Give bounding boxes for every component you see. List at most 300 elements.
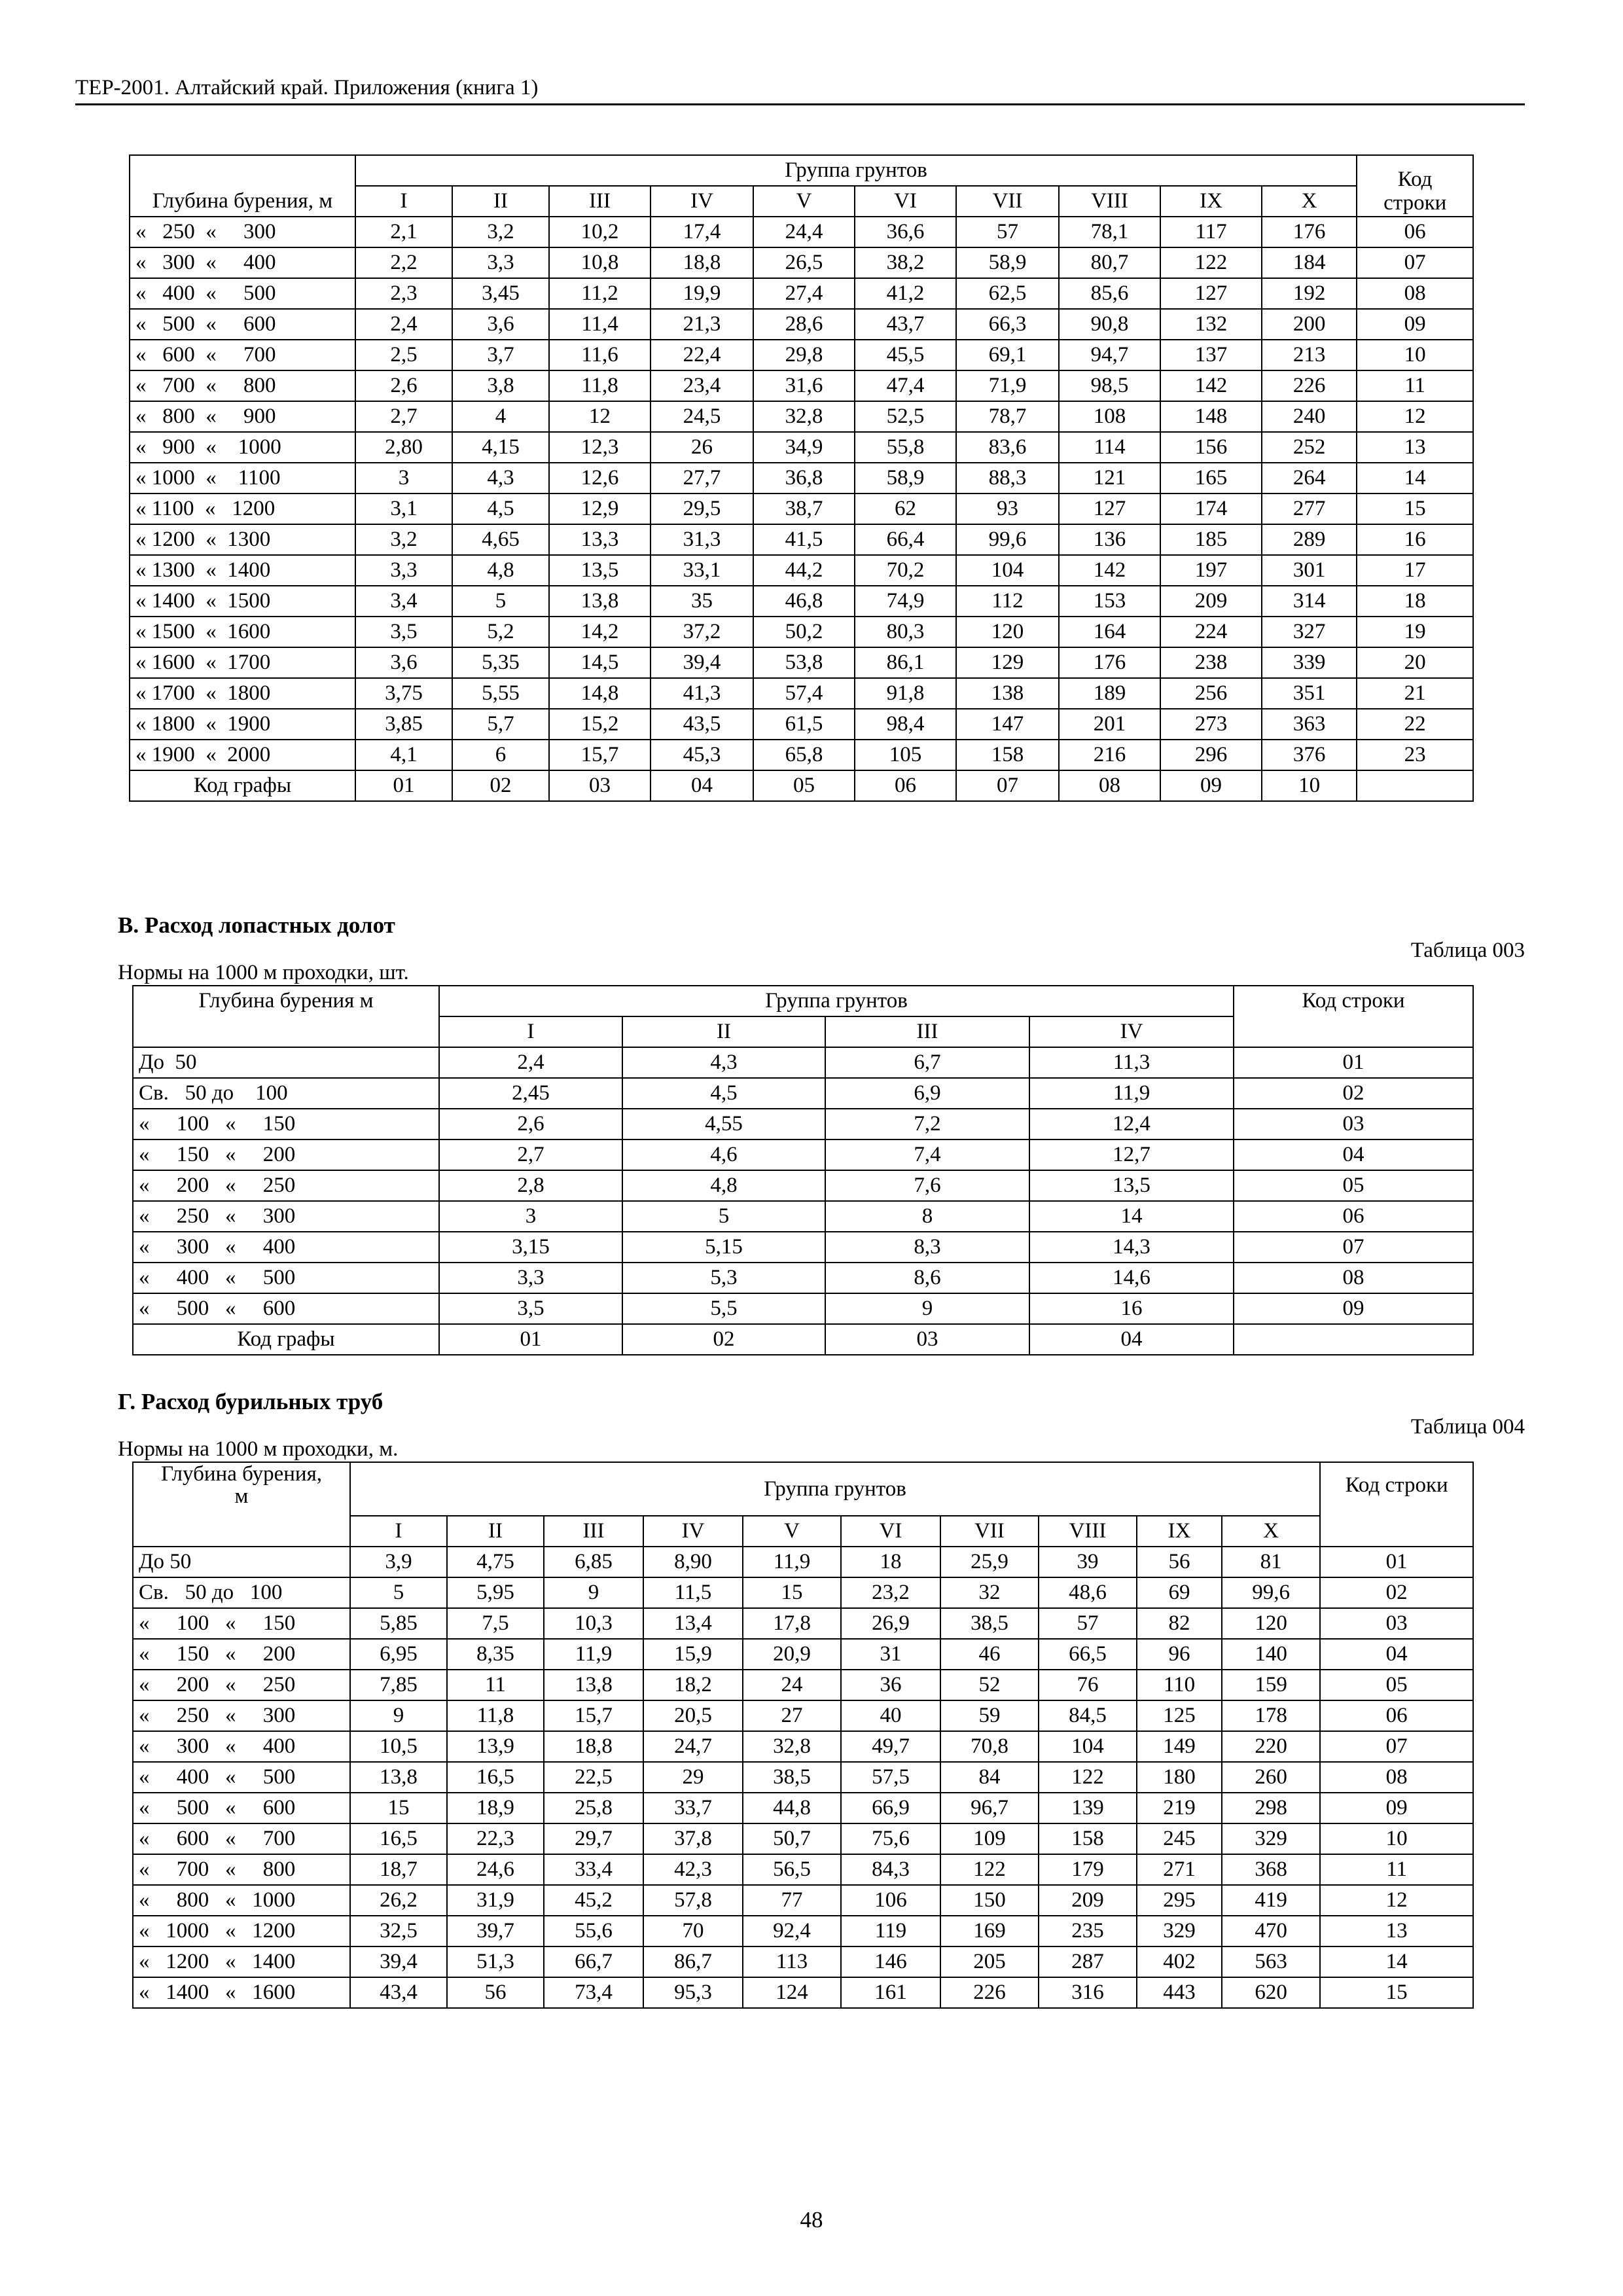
- t2-depth-cell: « 400 « 500: [133, 1263, 439, 1293]
- t1-value-cell: 90,8: [1059, 309, 1160, 340]
- table-row: [133, 1608, 1473, 1639]
- t3-value-cell: 106: [841, 1885, 940, 1916]
- t3-row-code-cell: 09: [1320, 1793, 1473, 1823]
- t3-value-cell: 140: [1222, 1639, 1320, 1670]
- t3-value-cell: 122: [940, 1854, 1039, 1885]
- t3-value-cell: 120: [1222, 1608, 1320, 1639]
- t2-value-cell: 4,6: [622, 1139, 825, 1170]
- t1-depth-cell: « 1900 « 2000: [130, 740, 355, 770]
- t1-group-8: VIII: [1059, 186, 1160, 217]
- t3-value-cell: 84: [940, 1762, 1039, 1793]
- t2-depth-cell: « 250 « 300: [133, 1201, 439, 1232]
- t1-row-code-cell: 06: [1357, 217, 1473, 247]
- t3-value-cell: 13,8: [350, 1762, 447, 1793]
- t2-value-cell: 4,3: [622, 1047, 825, 1078]
- t3-value-cell: 470: [1222, 1916, 1320, 1946]
- t2-row-code-cell: 02: [1234, 1078, 1473, 1109]
- table-drill-pipes: [132, 1462, 1474, 2009]
- t2-value-cell: 8,6: [825, 1263, 1029, 1293]
- t3-value-cell: 125: [1137, 1700, 1222, 1731]
- table-row: [130, 217, 1473, 247]
- t1-value-cell: 209: [1160, 586, 1262, 617]
- t1-value-cell: 13,5: [549, 555, 651, 586]
- t3-group-10: X: [1222, 1516, 1320, 1547]
- t1-col-code-cell: 03: [549, 770, 651, 801]
- t1-col-code-cell: 08: [1059, 770, 1160, 801]
- t2-value-cell: 5,5: [622, 1293, 825, 1324]
- t3-value-cell: 158: [1039, 1823, 1137, 1854]
- t2-value-cell: 6,9: [825, 1078, 1029, 1109]
- t1-value-cell: 36,6: [855, 217, 956, 247]
- t1-value-cell: 121: [1059, 463, 1160, 493]
- t3-value-cell: 15,7: [544, 1700, 643, 1731]
- t1-row-code-cell: 19: [1357, 617, 1473, 647]
- t3-value-cell: 13,4: [643, 1608, 743, 1639]
- t1-value-cell: 85,6: [1059, 278, 1160, 309]
- t3-value-cell: 66,9: [841, 1793, 940, 1823]
- t1-value-cell: 66,4: [855, 524, 956, 555]
- t3-value-cell: 124: [743, 1977, 841, 2008]
- t1-value-cell: 21,3: [651, 309, 753, 340]
- t1-value-cell: 132: [1160, 309, 1262, 340]
- t3-value-cell: 70,8: [940, 1731, 1039, 1762]
- t3-value-cell: 9: [544, 1577, 643, 1608]
- t2-group-3: III: [825, 1016, 1029, 1047]
- t1-value-cell: 252: [1262, 432, 1357, 463]
- t3-value-cell: 46: [940, 1639, 1039, 1670]
- t3-row-code-cell: 11: [1320, 1854, 1473, 1885]
- t3-value-cell: 96: [1137, 1639, 1222, 1670]
- t1-value-cell: 98,4: [855, 709, 956, 740]
- table-row-column-codes: [133, 1324, 1473, 1355]
- t1-value-cell: 29,8: [753, 340, 855, 370]
- norms-note-b: Нормы на 1000 м проходки, шт.: [118, 961, 409, 984]
- t1-value-cell: 3,6: [355, 647, 452, 678]
- table-row: [130, 247, 1473, 278]
- t1-value-cell: 137: [1160, 340, 1262, 370]
- t1-row-code-cell: 23: [1357, 740, 1473, 770]
- t3-value-cell: 180: [1137, 1762, 1222, 1793]
- t1-value-cell: 351: [1262, 678, 1357, 709]
- t1-value-cell: 19,9: [651, 278, 753, 309]
- t3-value-cell: 109: [940, 1823, 1039, 1854]
- page-number: 48: [800, 2207, 823, 2233]
- t1-group-9: IX: [1160, 186, 1262, 217]
- t1-value-cell: 46,8: [753, 586, 855, 617]
- t1-value-cell: 65,8: [753, 740, 855, 770]
- t3-value-cell: 104: [1039, 1731, 1137, 1762]
- t1-row-code-cell: 12: [1357, 401, 1473, 432]
- t3-value-cell: 18,7: [350, 1854, 447, 1885]
- t1-depth-cell: « 900 « 1000: [130, 432, 355, 463]
- t3-value-cell: 8,35: [447, 1639, 544, 1670]
- t1-value-cell: 39,4: [651, 647, 753, 678]
- t1-value-cell: 12,9: [549, 493, 651, 524]
- table-row: [133, 1946, 1473, 1977]
- t1-value-cell: 2,80: [355, 432, 452, 463]
- t1-value-cell: 184: [1262, 247, 1357, 278]
- t1-value-cell: 94,7: [1059, 340, 1160, 370]
- t2-col-code-cell: 02: [622, 1324, 825, 1355]
- t3-code-header: Код строки: [1320, 1462, 1473, 1547]
- t1-value-cell: 3,3: [355, 555, 452, 586]
- table-row: [130, 401, 1473, 432]
- section-b-title: В. Расход лопастных долот: [118, 912, 395, 938]
- t3-value-cell: 5,95: [447, 1577, 544, 1608]
- t1-value-cell: 339: [1262, 647, 1357, 678]
- table-row: [133, 1078, 1473, 1109]
- t3-value-cell: 31,9: [447, 1885, 544, 1916]
- t1-value-cell: 117: [1160, 217, 1262, 247]
- t1-value-cell: 3,1: [355, 493, 452, 524]
- t3-value-cell: 36: [841, 1670, 940, 1700]
- section-g-title: Г. Расход бурильных труб: [118, 1389, 383, 1414]
- t1-depth-cell: « 800 « 900: [130, 401, 355, 432]
- t2-row-code-cell: 03: [1234, 1109, 1473, 1139]
- t3-value-cell: 122: [1039, 1762, 1137, 1793]
- t3-value-cell: 419: [1222, 1885, 1320, 1916]
- t3-value-cell: 20,9: [743, 1639, 841, 1670]
- t2-value-cell: 14,6: [1029, 1263, 1234, 1293]
- t3-depth-cell: « 300 « 400: [133, 1731, 350, 1762]
- t1-value-cell: 200: [1262, 309, 1357, 340]
- t3-value-cell: 43,4: [350, 1977, 447, 2008]
- t3-value-cell: 56,5: [743, 1854, 841, 1885]
- table-row: [130, 340, 1473, 370]
- t1-value-cell: 58,9: [855, 463, 956, 493]
- t1-value-cell: 80,3: [855, 617, 956, 647]
- t1-value-cell: 45,5: [855, 340, 956, 370]
- t3-value-cell: 69: [1137, 1577, 1222, 1608]
- t1-col-code-cell: 10: [1262, 770, 1357, 801]
- t3-row-code-cell: 04: [1320, 1639, 1473, 1670]
- t1-value-cell: 5: [452, 586, 549, 617]
- t3-value-cell: 24: [743, 1670, 841, 1700]
- t1-value-cell: 58,9: [956, 247, 1059, 278]
- t3-value-cell: 298: [1222, 1793, 1320, 1823]
- t1-value-cell: 2,7: [355, 401, 452, 432]
- t3-value-cell: 17,8: [743, 1608, 841, 1639]
- table-row: [133, 1293, 1473, 1324]
- t3-depth-cell: « 600 « 700: [133, 1823, 350, 1854]
- t1-value-cell: 29,5: [651, 493, 753, 524]
- t1-group-6: VI: [855, 186, 956, 217]
- t1-depth-cell: « 400 « 500: [130, 278, 355, 309]
- t3-value-cell: 4,75: [447, 1547, 544, 1577]
- t1-value-cell: 47,4: [855, 370, 956, 401]
- t1-value-cell: 238: [1160, 647, 1262, 678]
- t2-row-code-cell: 08: [1234, 1263, 1473, 1293]
- t3-value-cell: 15,9: [643, 1639, 743, 1670]
- t2-value-cell: 5,15: [622, 1232, 825, 1263]
- t2-value-cell: 4,8: [622, 1170, 825, 1201]
- t1-value-cell: 78,1: [1059, 217, 1160, 247]
- t3-value-cell: 24,6: [447, 1854, 544, 1885]
- t3-value-cell: 50,7: [743, 1823, 841, 1854]
- t1-value-cell: 2,4: [355, 309, 452, 340]
- t1-row-code-cell: 15: [1357, 493, 1473, 524]
- table-row: [133, 1823, 1473, 1854]
- t3-value-cell: 86,7: [643, 1946, 743, 1977]
- t1-depth-cell: « 1500 « 1600: [130, 617, 355, 647]
- t1-value-cell: 57: [956, 217, 1059, 247]
- table-row: [133, 1047, 1473, 1078]
- t3-value-cell: 8,90: [643, 1547, 743, 1577]
- t1-value-cell: 105: [855, 740, 956, 770]
- t3-value-cell: 49,7: [841, 1731, 940, 1762]
- t3-depth-cell: « 400 « 500: [133, 1762, 350, 1793]
- t3-value-cell: 56: [447, 1977, 544, 2008]
- t3-depth-cell: Св. 50 до 100: [133, 1577, 350, 1608]
- t3-depth-cell: « 700 « 800: [133, 1854, 350, 1885]
- t2-value-cell: 2,4: [439, 1047, 622, 1078]
- t1-row-code-cell: 21: [1357, 678, 1473, 709]
- t1-depth-cell: « 1600 « 1700: [130, 647, 355, 678]
- t3-value-cell: 7,85: [350, 1670, 447, 1700]
- t1-value-cell: 201: [1059, 709, 1160, 740]
- t1-value-cell: 136: [1059, 524, 1160, 555]
- t3-value-cell: 18: [841, 1547, 940, 1577]
- t1-value-cell: 62: [855, 493, 956, 524]
- t1-value-cell: 240: [1262, 401, 1357, 432]
- t3-value-cell: 32: [940, 1577, 1039, 1608]
- t3-value-cell: 169: [940, 1916, 1039, 1946]
- t1-depth-cell: « 300 « 400: [130, 247, 355, 278]
- t1-depth-cell: « 1200 « 1300: [130, 524, 355, 555]
- t1-depth-header: Глубина бурения, м: [130, 155, 355, 217]
- t2-depth-cell: « 100 « 150: [133, 1109, 439, 1139]
- t1-value-cell: 3: [355, 463, 452, 493]
- t3-value-cell: 84,3: [841, 1854, 940, 1885]
- t1-value-cell: 88,3: [956, 463, 1059, 493]
- t3-depth-cell: « 250 « 300: [133, 1700, 350, 1731]
- t1-value-cell: 33,1: [651, 555, 753, 586]
- t1-value-cell: 45,3: [651, 740, 753, 770]
- t2-value-cell: 13,5: [1029, 1170, 1234, 1201]
- t1-value-cell: 11,4: [549, 309, 651, 340]
- t1-value-cell: 174: [1160, 493, 1262, 524]
- t3-value-cell: 81: [1222, 1547, 1320, 1577]
- t1-value-cell: 108: [1059, 401, 1160, 432]
- t3-row-code-cell: 15: [1320, 1977, 1473, 2008]
- t3-value-cell: 15: [350, 1793, 447, 1823]
- t3-value-cell: 20,5: [643, 1700, 743, 1731]
- t1-value-cell: 301: [1262, 555, 1357, 586]
- t1-value-cell: 3,7: [452, 340, 549, 370]
- t2-col-code-cell: 03: [825, 1324, 1029, 1355]
- t2-value-cell: 5: [622, 1201, 825, 1232]
- t1-value-cell: 192: [1262, 278, 1357, 309]
- t1-group-4: IV: [651, 186, 753, 217]
- t1-value-cell: 93: [956, 493, 1059, 524]
- t3-value-cell: 55,6: [544, 1916, 643, 1946]
- t2-row-code-cell: 06: [1234, 1201, 1473, 1232]
- t1-value-cell: 50,2: [753, 617, 855, 647]
- t3-value-cell: 159: [1222, 1670, 1320, 1700]
- t3-value-cell: 18,9: [447, 1793, 544, 1823]
- table-row: [130, 278, 1473, 309]
- t1-value-cell: 142: [1160, 370, 1262, 401]
- t3-value-cell: 44,8: [743, 1793, 841, 1823]
- t3-value-cell: 113: [743, 1946, 841, 1977]
- t1-value-cell: 38,7: [753, 493, 855, 524]
- t1-value-cell: 165: [1160, 463, 1262, 493]
- t3-depth-cell: « 100 « 150: [133, 1608, 350, 1639]
- t1-depth-cell: « 1800 « 1900: [130, 709, 355, 740]
- t3-row-code-cell: 10: [1320, 1823, 1473, 1854]
- t1-value-cell: 127: [1160, 278, 1262, 309]
- t2-depth-cell: До 50: [133, 1047, 439, 1078]
- t1-value-cell: 41,5: [753, 524, 855, 555]
- t3-value-cell: 10,5: [350, 1731, 447, 1762]
- t1-col-code-cell: 06: [855, 770, 956, 801]
- t3-value-cell: 39: [1039, 1547, 1137, 1577]
- t3-value-cell: 11,5: [643, 1577, 743, 1608]
- t1-value-cell: 3,6: [452, 309, 549, 340]
- t3-value-cell: 329: [1222, 1823, 1320, 1854]
- t1-value-cell: 4,65: [452, 524, 549, 555]
- t3-value-cell: 119: [841, 1916, 940, 1946]
- t3-value-cell: 84,5: [1039, 1700, 1137, 1731]
- t1-value-cell: 24,4: [753, 217, 855, 247]
- t1-value-cell: 41,2: [855, 278, 956, 309]
- t2-value-cell: 2,6: [439, 1109, 622, 1139]
- t2-col-code-cell: 04: [1029, 1324, 1234, 1355]
- t1-value-cell: 216: [1059, 740, 1160, 770]
- t1-group-1: I: [355, 186, 452, 217]
- t3-value-cell: 179: [1039, 1854, 1137, 1885]
- t1-depth-cell: « 1100 « 1200: [130, 493, 355, 524]
- t3-value-cell: 620: [1222, 1977, 1320, 2008]
- t2-group-header: Группа грунтов: [439, 986, 1234, 1016]
- t3-value-cell: 40: [841, 1700, 940, 1731]
- table-row: [133, 1762, 1473, 1793]
- t3-value-cell: 57,8: [643, 1885, 743, 1916]
- table-row: [133, 1916, 1473, 1946]
- t3-value-cell: 25,9: [940, 1547, 1039, 1577]
- t1-row-code-cell: 10: [1357, 340, 1473, 370]
- t3-group-7: VII: [940, 1516, 1039, 1547]
- t1-value-cell: 34,9: [753, 432, 855, 463]
- table-row: [130, 493, 1473, 524]
- t1-col-code-cell: 05: [753, 770, 855, 801]
- t3-value-cell: 6,85: [544, 1547, 643, 1577]
- t3-value-cell: 32,5: [350, 1916, 447, 1946]
- t2-depth-cell: « 500 « 600: [133, 1293, 439, 1324]
- t1-value-cell: 31,6: [753, 370, 855, 401]
- t1-col-code-cell: 01: [355, 770, 452, 801]
- t3-value-cell: 3,9: [350, 1547, 447, 1577]
- t3-value-cell: 149: [1137, 1731, 1222, 1762]
- t3-group-header: Группа грунтов: [350, 1462, 1320, 1516]
- table-row: [133, 1170, 1473, 1201]
- t1-value-cell: 2,6: [355, 370, 452, 401]
- t1-value-cell: 26: [651, 432, 753, 463]
- t3-row-code-cell: 07: [1320, 1731, 1473, 1762]
- t3-value-cell: 56: [1137, 1547, 1222, 1577]
- table-row: [130, 309, 1473, 340]
- t1-row-code-cell: 08: [1357, 278, 1473, 309]
- t1-value-cell: 4: [452, 401, 549, 432]
- t3-value-cell: 11,9: [743, 1547, 841, 1577]
- t3-value-cell: 13,8: [544, 1670, 643, 1700]
- t1-value-cell: 296: [1160, 740, 1262, 770]
- t1-row-code-cell: 07: [1357, 247, 1473, 278]
- t3-value-cell: 39,7: [447, 1916, 544, 1946]
- t1-value-cell: 3,5: [355, 617, 452, 647]
- t2-value-cell: 7,2: [825, 1109, 1029, 1139]
- t1-value-cell: 2,5: [355, 340, 452, 370]
- t3-value-cell: 33,7: [643, 1793, 743, 1823]
- t1-row-code-cell: 20: [1357, 647, 1473, 678]
- t3-value-cell: 205: [940, 1946, 1039, 1977]
- t3-value-cell: 26,2: [350, 1885, 447, 1916]
- t3-value-cell: 51,3: [447, 1946, 544, 1977]
- t3-depth-cell: До 50: [133, 1547, 350, 1577]
- t1-depth-cell: « 1000 « 1100: [130, 463, 355, 493]
- table-row: [133, 1977, 1473, 2008]
- t1-depth-cell: « 600 « 700: [130, 340, 355, 370]
- t2-row-code-cell: 01: [1234, 1047, 1473, 1078]
- t1-value-cell: 3,75: [355, 678, 452, 709]
- t1-value-cell: 35: [651, 586, 753, 617]
- t1-value-cell: 10,8: [549, 247, 651, 278]
- t1-value-cell: 99,6: [956, 524, 1059, 555]
- t3-value-cell: 15: [743, 1577, 841, 1608]
- t1-value-cell: 32,8: [753, 401, 855, 432]
- t2-value-cell: 8,3: [825, 1232, 1029, 1263]
- t3-row-code-cell: 14: [1320, 1946, 1473, 1977]
- t3-value-cell: 11,9: [544, 1639, 643, 1670]
- table-row-column-codes: [130, 770, 1473, 801]
- t1-code-header: Код строки: [1357, 155, 1473, 217]
- t1-value-cell: 52,5: [855, 401, 956, 432]
- t1-value-cell: 4,1: [355, 740, 452, 770]
- t1-value-cell: 153: [1059, 586, 1160, 617]
- t3-depth-cell: « 200 « 250: [133, 1670, 350, 1700]
- t1-value-cell: 13,8: [549, 586, 651, 617]
- t3-group-8: VIII: [1039, 1516, 1137, 1547]
- t1-value-cell: 26,5: [753, 247, 855, 278]
- table-row: [133, 1139, 1473, 1170]
- t1-row-code-cell: 17: [1357, 555, 1473, 586]
- t3-value-cell: 146: [841, 1946, 940, 1977]
- t1-value-cell: 224: [1160, 617, 1262, 647]
- t2-group-4: IV: [1029, 1016, 1234, 1047]
- t2-row-code-cell: 07: [1234, 1232, 1473, 1263]
- t1-group-3: III: [549, 186, 651, 217]
- t1-value-cell: 158: [956, 740, 1059, 770]
- t1-value-cell: 14,5: [549, 647, 651, 678]
- t1-col-code-cell: 07: [956, 770, 1059, 801]
- t3-depth-cell: « 500 « 600: [133, 1793, 350, 1823]
- t3-value-cell: 402: [1137, 1946, 1222, 1977]
- t3-value-cell: 92,4: [743, 1916, 841, 1946]
- t1-value-cell: 74,9: [855, 586, 956, 617]
- t1-value-cell: 3,3: [452, 247, 549, 278]
- t1-value-cell: 156: [1160, 432, 1262, 463]
- t3-value-cell: 295: [1137, 1885, 1222, 1916]
- t2-value-cell: 3,15: [439, 1232, 622, 1263]
- t3-row-code-cell: 12: [1320, 1885, 1473, 1916]
- t1-value-cell: 4,5: [452, 493, 549, 524]
- table-row: [130, 740, 1473, 770]
- t1-value-cell: 55,8: [855, 432, 956, 463]
- t1-value-cell: 142: [1059, 555, 1160, 586]
- t2-group-1: I: [439, 1016, 622, 1047]
- table-row: [133, 1201, 1473, 1232]
- t1-value-cell: 5,55: [452, 678, 549, 709]
